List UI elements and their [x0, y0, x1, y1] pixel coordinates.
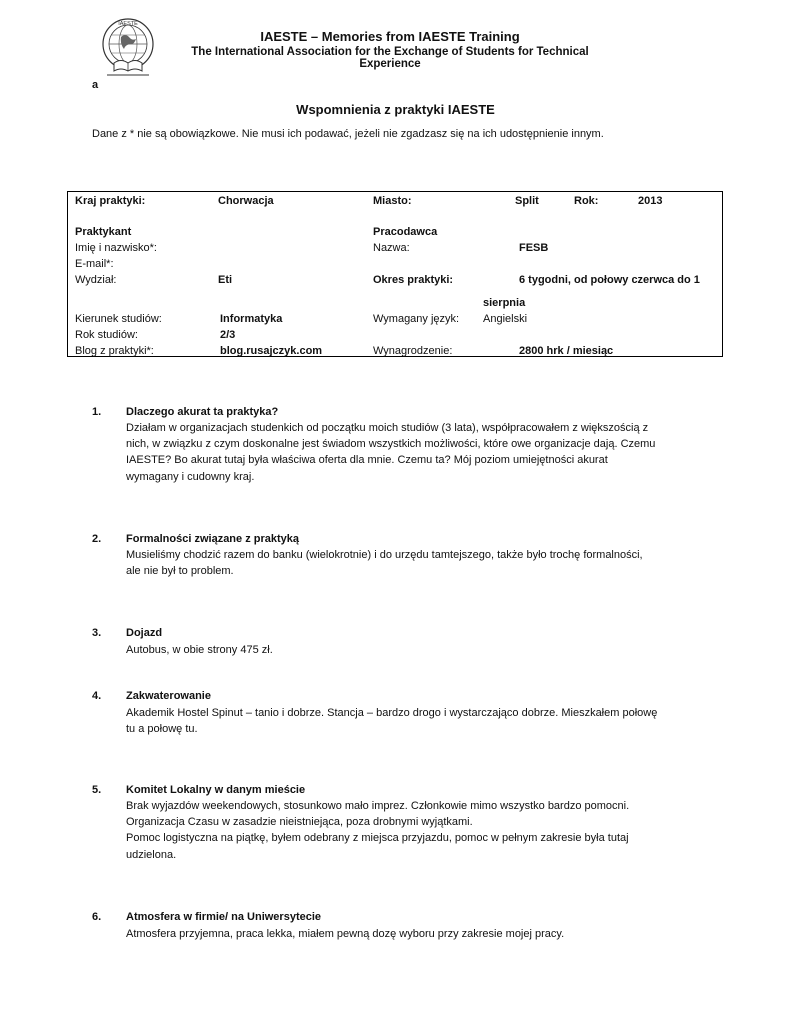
question-5-title: Komitet Lokalny w danym mieście — [126, 784, 306, 796]
period-label: Okres praktyki: — [373, 274, 454, 286]
faculty-label: Wydział: — [75, 274, 117, 286]
salary-value: 2800 hrk / miesiąc — [519, 345, 614, 357]
question-3-number: 3. — [92, 627, 102, 639]
header-title: IAESTE – Memories from IAESTE Training — [260, 29, 520, 44]
question-6-answer — [126, 926, 716, 942]
year-value: 2013 — [638, 195, 663, 207]
answer-line: Atmosfera przyjemna, praca lekka, miałem pewną dozę wyboru przy zakresie mojej pracy. — [126, 928, 565, 940]
question-2-number: 2. — [92, 533, 102, 545]
answer-line: Organizacja Czasu w zasadzie nieistniejąca, poza drobnymi wyjątkami. — [126, 816, 473, 829]
answer-line: Działam w organizacjach studenkich od początku moich studiów (3 lata), współpracowałem z większością z — [126, 422, 649, 434]
year-label: Rok: — [574, 195, 599, 207]
year-of-study-label: Rok studiów: — [75, 329, 138, 341]
answer-line: Brak wyjazdów weekendowych, stosunkowo mało imprez. Członkowie mimo wszystko bardzo pomocni. — [126, 800, 630, 812]
language-value: Angielski — [483, 313, 528, 325]
question-4-title: Zakwaterowanie — [126, 690, 211, 702]
header-subtitle: The International Association for the Exchange of Students for Technical Experience — [191, 46, 589, 70]
question-3-title: Dojazd — [126, 627, 163, 639]
email-label: E-mail*: — [75, 258, 114, 270]
period-value-line1: 6 tygodni, od połowy czerwca do 1 — [519, 274, 700, 286]
period-value-line2: sierpnia — [483, 297, 526, 309]
answer-line: wymagany i cudowny kraj. — [126, 470, 255, 483]
training-info-table — [67, 191, 723, 357]
employer-name-value: FESB — [519, 242, 549, 254]
question-5-number: 5. — [92, 784, 102, 796]
language-label: Wymagany język: — [373, 313, 460, 325]
answer-line: Musieliśmy chodzić razem do banku (wielokrotnie) i do urzędu tamtejszego, także było trochę formalności, — [126, 549, 643, 561]
blog-value: blog.rusajczyk.com — [220, 345, 323, 357]
question-6-number: 6. — [92, 911, 102, 923]
employer-heading: Pracodawca — [373, 226, 438, 238]
city-label: Miasto: — [373, 195, 412, 207]
question-4-answer — [126, 705, 716, 737]
field-value: Informatyka — [220, 313, 283, 325]
faculty-value: Eti — [218, 274, 233, 286]
answer-line: IAESTE? Bo akurat tutaj była właściwa oferta dla mnie. Czemu ta? Mój poziom umiejętności akurat — [126, 454, 608, 467]
answer-line: Pomoc logistyczna na piątkę, byłem odebrany z miejsca przyjazdu, pomoc w pełnym zakresie była tutaj — [126, 832, 629, 845]
question-1-number: 1. — [92, 406, 102, 418]
document-title: Wspomnienia z praktyki IAESTE — [296, 102, 495, 117]
answer-line: Akademik Hostel Spinut – tanio i dobrze. Stancja – bardzo drogo i wystarczająco dobrze. Mieszkałem połowę — [126, 707, 658, 719]
year-of-study-value: 2/3 — [220, 329, 236, 341]
iaeste-logo — [99, 17, 157, 79]
stray-letter: a — [92, 79, 99, 91]
blog-label: Blog z praktyki*: — [75, 345, 154, 357]
globe-book-icon — [99, 17, 157, 79]
question-2-answer — [126, 547, 716, 579]
trainee-heading: Praktykant — [75, 226, 132, 238]
answer-line: udzielona. — [126, 848, 177, 861]
name-label: Imię i nazwisko*: — [75, 242, 157, 254]
question-5-answer — [126, 798, 716, 863]
salary-label: Wynagrodzenie: — [373, 345, 453, 357]
privacy-notice: Dane z * nie są obowiązkowe. Nie musi ich podawać, jeżeli nie zgadzasz się na ich udostępnienie innym. — [92, 128, 604, 140]
employer-name-label: Nazwa: — [373, 242, 410, 254]
answer-line: tu a połowę tu. — [126, 723, 198, 736]
question-6-title: Atmosfera w firmie/ na Uniwersytecie — [126, 911, 322, 923]
question-3-answer — [126, 642, 716, 658]
question-4-number: 4. — [92, 690, 102, 702]
question-1-title: Dlaczego akurat ta praktyka? — [126, 406, 279, 418]
field-label: Kierunek studiów: — [75, 313, 162, 325]
answer-line: Autobus, w obie strony 475 zł. — [126, 644, 273, 656]
question-1-answer — [126, 420, 716, 485]
logo-text: IAESTE — [118, 21, 138, 27]
city-value: Split — [515, 195, 539, 207]
question-2-title: Formalności związane z praktyką — [126, 533, 300, 545]
country-label: Kraj praktyki: — [75, 195, 146, 207]
country-value: Chorwacja — [218, 195, 274, 207]
answer-line: nich, w związku z czym doskonalne jest świadom wszystkich możliwości, które owe organizacje dają. Czemu — [126, 438, 656, 451]
answer-line: ale nie był to problem. — [126, 565, 234, 578]
